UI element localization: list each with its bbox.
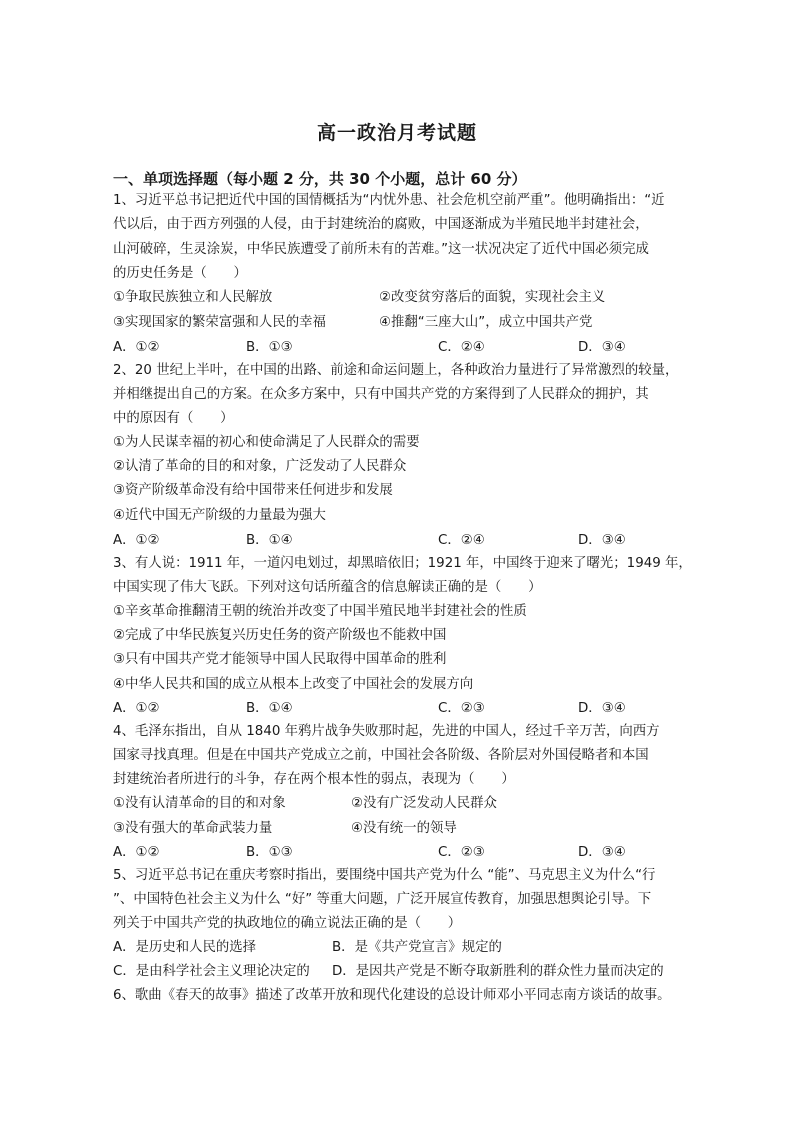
q3-item: ④中华人民共和国的成立从根本上改变了中国社会的发展方向 [113, 677, 474, 692]
q4-choice-d: D．③④ [578, 845, 626, 860]
q2-item: ④近代中国无产阶级的力量最为强大 [113, 508, 326, 523]
q1-line: 的历史任务是（ ） [113, 266, 247, 281]
q4-item: ③没有强大的革命武装力量 [113, 821, 273, 836]
q1-item: ①争取民族独立和人民解放 [113, 290, 273, 305]
q1-choice-a: A．①② [113, 340, 160, 355]
q4-line: 4、毛泽东指出，自从 1840 年鸦片战争失败那时起，先进的中国人，经过千辛万苦，向西方 [113, 724, 660, 739]
q2-choice-a: A．①② [113, 533, 160, 548]
q5-line: 列关于中国共产党的执政地位的确立说法正确的是（ ） [113, 916, 462, 931]
q3-choice-a: A．①② [113, 701, 160, 716]
q4-item: ②没有广泛发动人民群众 [351, 796, 497, 811]
q2-item: ①为人民谋幸福的初心和使命满足了人民群众的需要 [113, 435, 420, 450]
q3-choice-b: B．①④ [246, 701, 293, 716]
q2-line: 2、20 世纪上半叶，在中国的出路、前途和命运问题上，各种政治力量进行了异常激烈的较量， [113, 363, 679, 378]
q4-choice-a: A．①② [113, 845, 160, 860]
q4-line: 封建统治者所进行的斗争，存在两个根本性的弱点，表现为（ ） [113, 772, 515, 787]
q5-choice-d: D．是因共产党是不断夺取新胜利的群众性力量而决定的 [332, 964, 664, 979]
q3-choice-c: C．②③ [438, 701, 485, 716]
q2-choice-b: B．①④ [246, 533, 293, 548]
q2-line: 中的原因有（ ） [113, 411, 234, 426]
q5-line: ”、中国特色社会主义为什么 “好” 等重大问题，广泛开展宣传教育，加强思想舆论引导。下 [113, 892, 652, 907]
q3-item: ②完成了中华民族复兴历史任务的资产阶级也不能救中国 [113, 628, 447, 643]
q1-line: 山河破碎，生灵涂炭，中华民族遭受了前所未有的苦难。”这一状况决定了近代中国必须完成 [113, 242, 649, 257]
q5-choice-c: C．是由科学社会主义理论决定的 [113, 964, 310, 979]
q4-choice-b: B．①③ [246, 845, 293, 860]
q2-item: ③资产阶级革命没有给中国带来任何进步和发展 [113, 483, 393, 498]
q2-choice-d: D．③④ [578, 533, 626, 548]
q2-item: ②认清了革命的目的和对象，广泛发动了人民群众 [113, 459, 407, 474]
q6-line: 6、歌曲《春天的故事》描述了改革开放和现代化建设的总设计师邓小平同志南方谈话的故事。 [113, 988, 671, 1003]
q1-line: 代以后，由于西方列强的人侵，由于封建统治的腐败，中国逐渐成为半殖民地半封建社会， [113, 217, 649, 232]
q3-item: ③只有中国共产党才能领导中国人民取得中国革命的胜利 [113, 652, 447, 667]
q2-line: 并相继提出自己的方案。在众多方案中，只有中国共产党的方案得到了人民群众的拥护，其 [113, 387, 649, 402]
q1-item: ③实现国家的繁荣富强和人民的幸福 [113, 315, 326, 330]
page-title: 高一政治月考试题 [316, 122, 477, 144]
section-header: 一、单项选择题（每小题 2 分，共 30 个小题，总计 60 分） [113, 170, 527, 188]
q1-choice-d: D．③④ [578, 340, 626, 355]
q3-choice-d: D．③④ [578, 701, 626, 716]
q1-choice-b: B．①③ [246, 340, 293, 355]
q2-choice-c: C．②④ [438, 533, 485, 548]
q4-choice-c: C．②③ [438, 845, 485, 860]
q1-item: ④推翻“三座大山”，成立中国共产党 [379, 315, 593, 330]
q1-choice-c: C．②④ [438, 340, 485, 355]
q4-item: ①没有认清革命的目的和对象 [113, 796, 286, 811]
q4-item: ④没有统一的领导 [351, 821, 457, 836]
q3-line: 3、有人说：1911 年，一道闪电划过，却黑暗依旧；1921 年，中国终于迎来了曙光；1949 年， [113, 556, 692, 571]
q4-line: 国家寻找真理。但是在中国共产党成立之前，中国社会各阶级、各阶层对外国侵略者和本国 [113, 748, 649, 763]
q5-line: 5、习近平总书记在重庆考察时指出，要围绕中国共产党为什么 “能”、马克思主义为什么“行 [113, 868, 656, 883]
q3-line: 中国实现了伟大飞跃。下列对这句话所蕴含的信息解读正确的是（ ） [113, 580, 542, 595]
q3-item: ①辛亥革命推翻清王朝的统治并改变了中国半殖民地半封建社会的性质 [113, 604, 527, 619]
q5-choice-a: A．是历史和人民的选择 [113, 940, 257, 955]
q1-item: ②改变贫穷落后的面貌，实现社会主义 [379, 290, 606, 305]
q5-choice-b: B．是《共产党宣言》规定的 [332, 940, 502, 955]
q1-line: 1、习近平总书记把近代中国的国情概括为“内忧外患、社会危机空前严重”。他明确指出：“近 [113, 193, 665, 208]
